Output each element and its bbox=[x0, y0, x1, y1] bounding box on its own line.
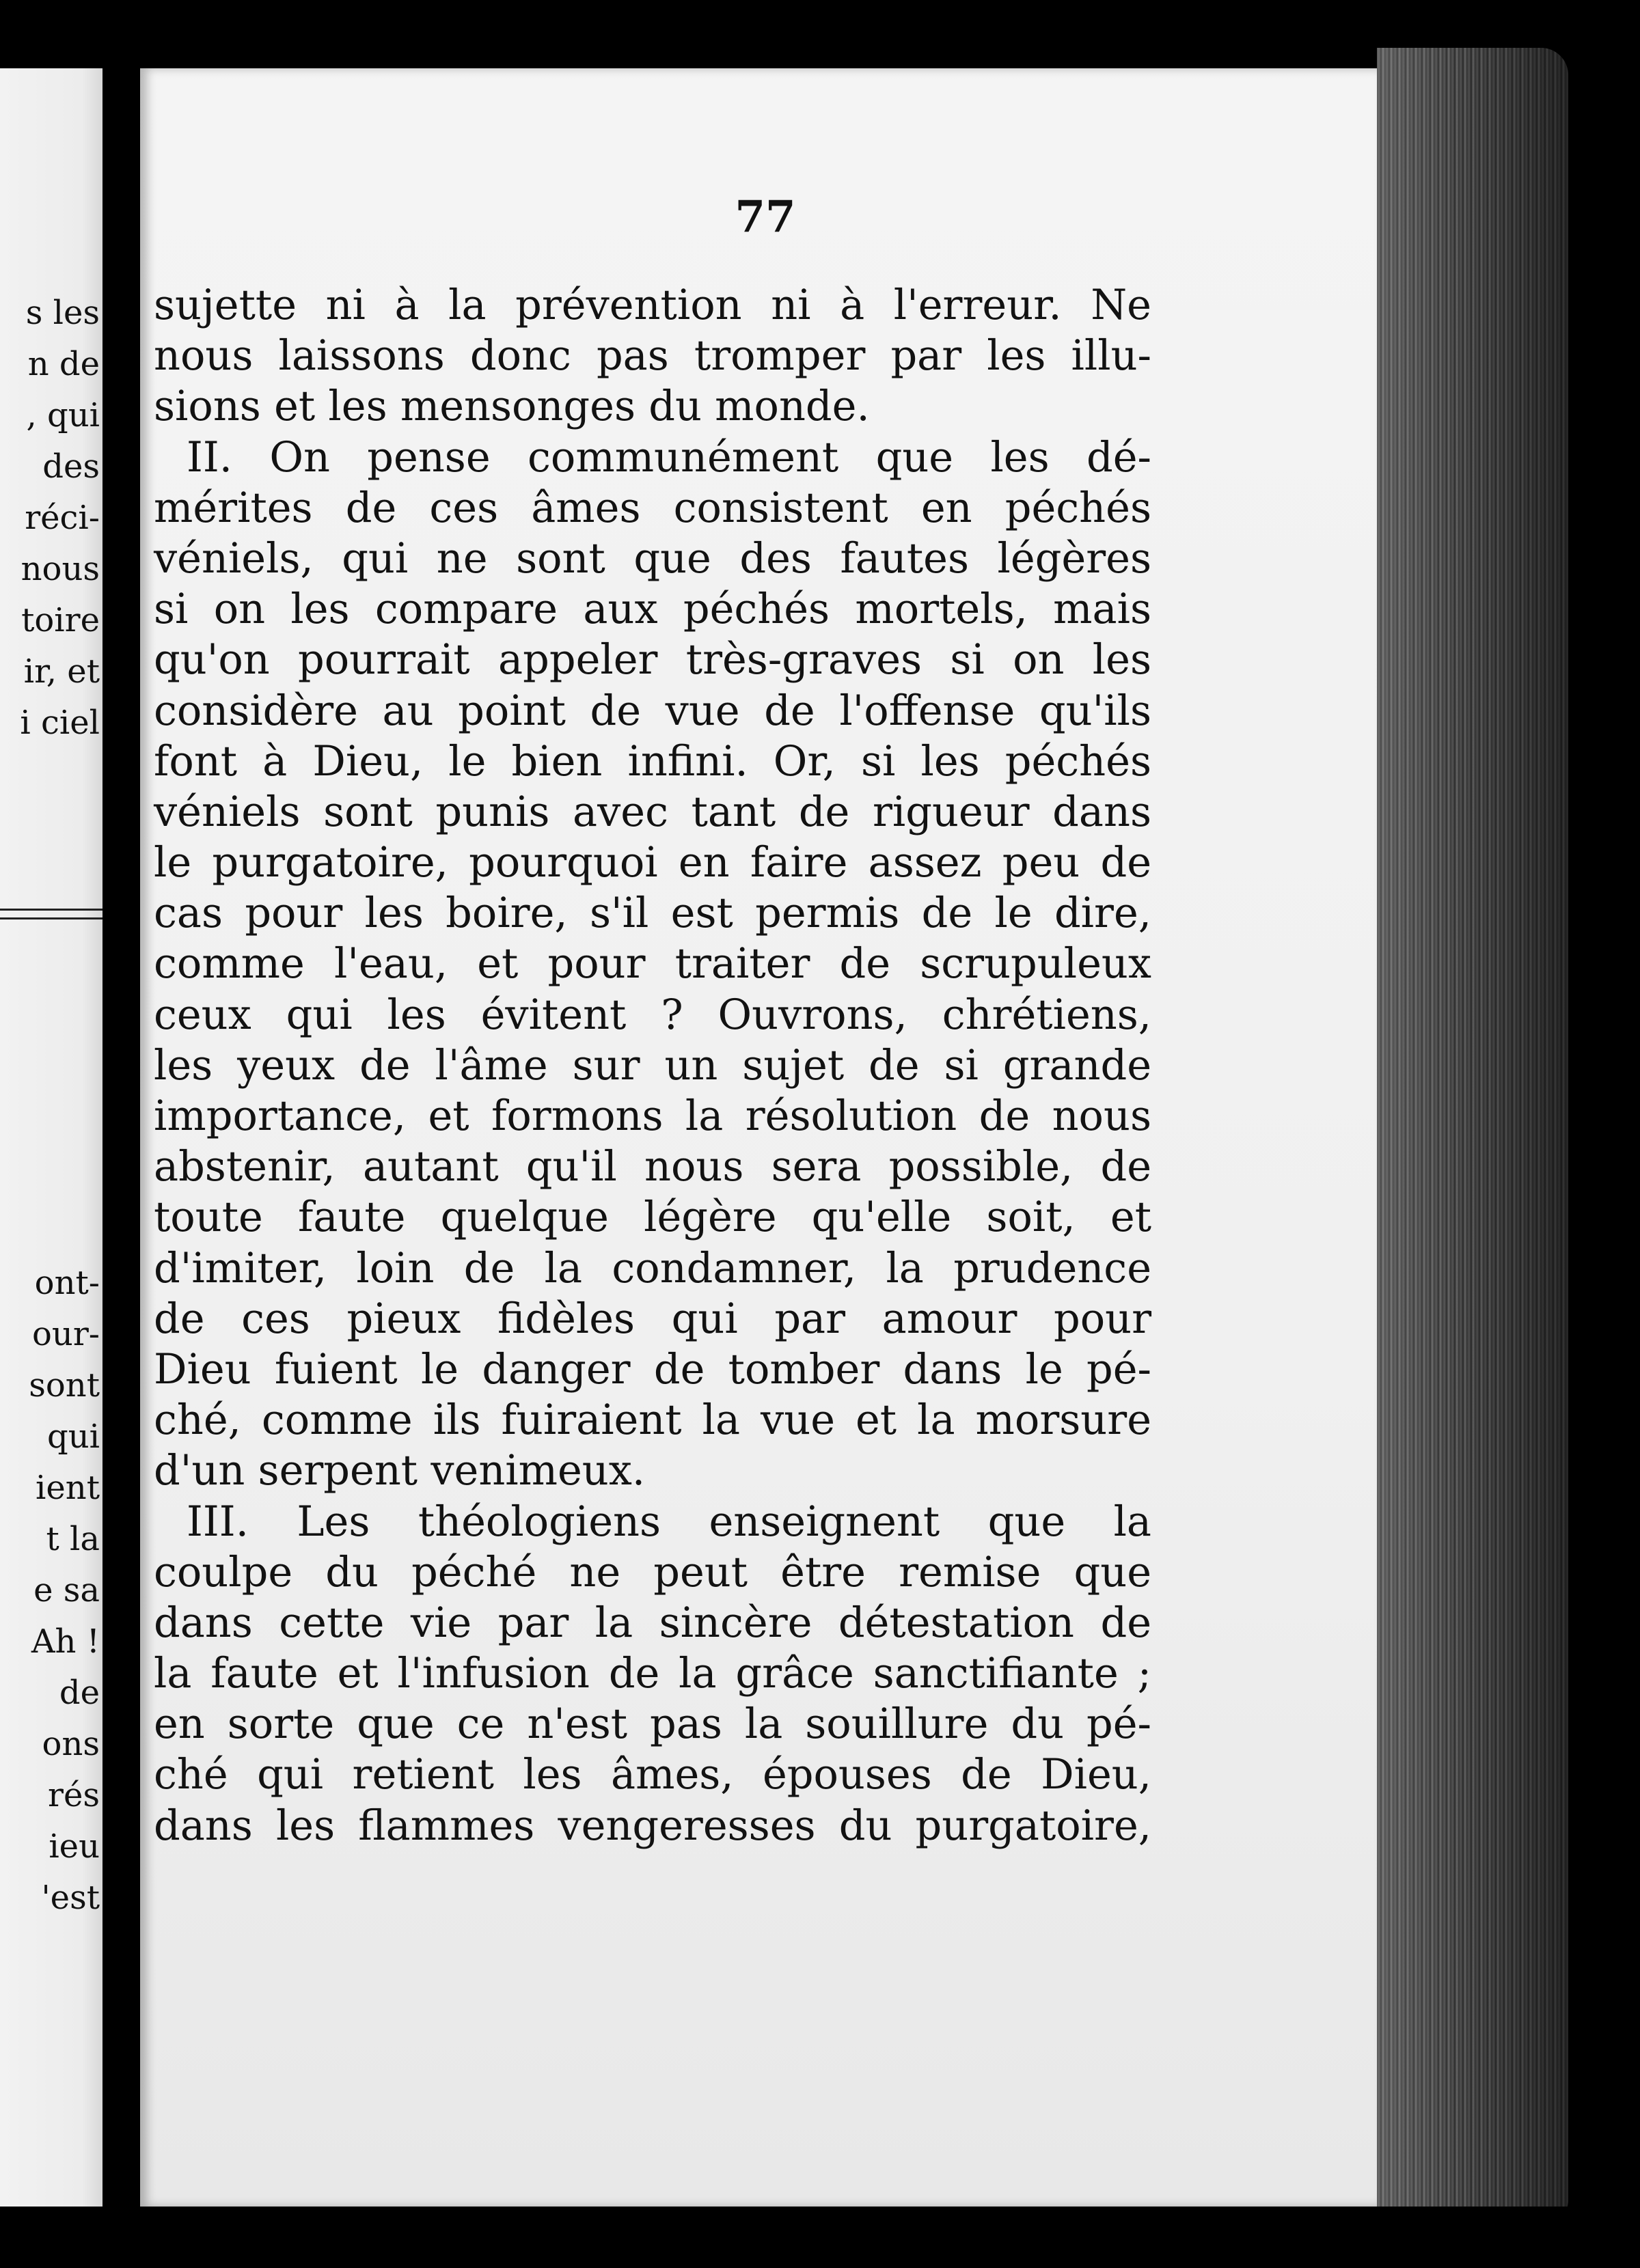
text-line: nous laissons donc pas tromper par les illu- bbox=[154, 332, 1151, 381]
left-page-line: rés bbox=[48, 1776, 100, 1814]
text-line: cas pour les boire, s'il est permis de le dire, bbox=[154, 889, 1151, 938]
text-line: importance, et formons la résolution de nous bbox=[154, 1092, 1151, 1140]
text-line: dans cette vie par la sincère détestation de bbox=[154, 1599, 1151, 1647]
text-line: mérites de ces âmes consistent en péchés bbox=[154, 484, 1151, 532]
text-line: sujette ni à la prévention ni à l'erreur. Ne bbox=[154, 281, 1151, 329]
book-gutter bbox=[102, 0, 140, 2268]
left-page-line: qui bbox=[47, 1418, 100, 1456]
left-page-line: Ah ! bbox=[31, 1622, 100, 1661]
text-line: d'un serpent venimeux. bbox=[154, 1447, 646, 1495]
text-line: la faute et l'infusion de la grâce sanctifiante ; bbox=[154, 1650, 1151, 1698]
left-page-line: toire bbox=[21, 601, 100, 639]
text-line: sions et les mensonges du monde. bbox=[154, 383, 870, 431]
text-line: comme l'eau, et pour traiter de scrupuleux bbox=[154, 940, 1151, 988]
paragraph-start-line: II. On pense communément que les dé- bbox=[187, 433, 1151, 482]
text-line: ceux qui les évitent ? Ouvrons, chrétiens, bbox=[154, 991, 1151, 1039]
book-page bbox=[140, 68, 1377, 2207]
text-line: véniels, qui ne sont que des fautes légères bbox=[154, 534, 1151, 583]
previous-page-fragment bbox=[0, 68, 102, 2220]
text-line: les yeux de l'âme sur un sujet de si grande bbox=[154, 1041, 1151, 1090]
text-line: véniels sont punis avec tant de rigueur dans bbox=[154, 788, 1151, 836]
text-line: toute faute quelque légère qu'elle soit, et bbox=[154, 1193, 1151, 1242]
left-page-line: t la bbox=[46, 1520, 100, 1558]
page-body-text bbox=[154, 280, 1151, 1851]
section-divider bbox=[0, 909, 102, 919]
text-line: ché, comme ils fuiraient la vue et la morsure bbox=[154, 1396, 1151, 1445]
left-page-line: sont bbox=[29, 1366, 100, 1405]
left-page-line: nous bbox=[20, 550, 100, 588]
left-page-line: de bbox=[59, 1674, 100, 1712]
left-page-line: i ciel bbox=[20, 704, 100, 742]
left-page-line: our- bbox=[32, 1315, 100, 1353]
left-page-line: ient bbox=[36, 1469, 100, 1507]
text-line: font à Dieu, le bien infini. Or, si les péchés bbox=[154, 737, 1151, 786]
text-line: de ces pieux fidèles qui par amour pour bbox=[154, 1295, 1151, 1343]
left-page-line: ir, et bbox=[23, 652, 100, 691]
text-line: considère au point de vue de l'offense qu'ils bbox=[154, 687, 1151, 735]
left-page-line: réci- bbox=[25, 499, 100, 537]
text-line: en sorte que ce n'est pas la souillure du pé- bbox=[154, 1700, 1151, 1749]
book-fore-edge-shading bbox=[1377, 48, 1568, 2227]
text-line: dans les flammes vengeresses du purgatoire, bbox=[154, 1801, 1151, 1850]
text-line: Dieu fuient le danger de tomber dans le pé- bbox=[154, 1345, 1151, 1394]
scan-background bbox=[0, 2207, 1640, 2268]
text-line: abstenir, autant qu'il nous sera possible, de bbox=[154, 1143, 1151, 1191]
text-line: coulpe du péché ne peut être remise que bbox=[154, 1548, 1151, 1596]
left-page-line: 'est bbox=[41, 1879, 100, 1917]
text-line: ché qui retient les âmes, épouses de Dieu, bbox=[154, 1751, 1151, 1799]
text-line: si on les compare aux péchés mortels, mais bbox=[154, 585, 1151, 634]
left-page-line: s les bbox=[25, 294, 100, 332]
text-line: qu'on pourrait appeler très-graves si on les bbox=[154, 636, 1151, 684]
left-page-line: ieu bbox=[49, 1827, 100, 1866]
paragraph-start-line: III. Les théologiens enseignent que la bbox=[187, 1497, 1151, 1546]
page-number: 77 bbox=[735, 191, 796, 243]
left-page-line: ont- bbox=[34, 1264, 100, 1302]
text-line: d'imiter, loin de la condamner, la prudence bbox=[154, 1244, 1151, 1292]
text-line: le purgatoire, pourquoi en faire assez peu de bbox=[154, 839, 1151, 887]
left-page-line: ons bbox=[42, 1725, 100, 1763]
left-page-line: e sa bbox=[33, 1571, 100, 1609]
left-page-line: , qui bbox=[26, 396, 100, 434]
left-page-line: des bbox=[42, 447, 100, 486]
left-page-line: n de bbox=[27, 345, 100, 383]
